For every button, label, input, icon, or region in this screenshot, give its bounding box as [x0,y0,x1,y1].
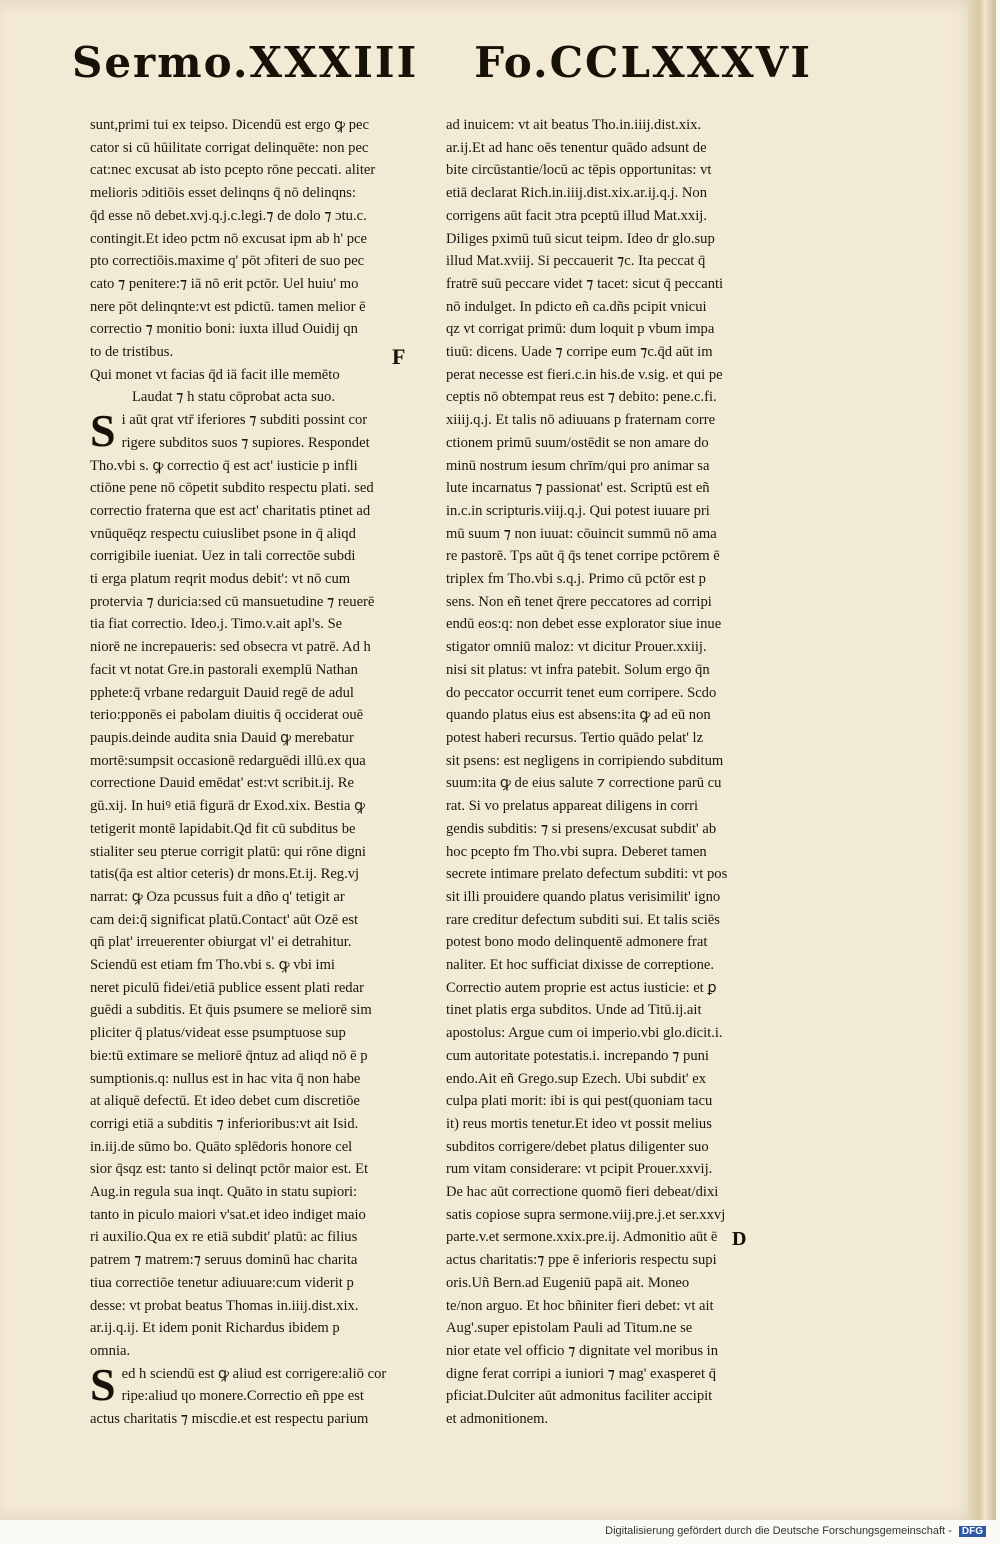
text-line: Sciendū est etiam fm Tho.vbi s. ꝙ vbi imi [90,957,335,974]
text-line: actus charitatis ⁊ miscdie.et est respectu parium [90,1411,369,1428]
text-line: suum:ita ꝙ de eius salute ⁊ correctione parū cu [446,775,722,792]
text-line: terio:pponēs ei pabolam diuitis q̄ occiderat ouē [90,707,364,724]
text-line: cator si cū hūilitate corrigat delinquēte: non pec [90,139,369,156]
text-line: hoc pcepto fm Tho.vbi supra. Deberet tamen [446,843,707,860]
text-line: stigator omniū maloz: vt dicitur Prouer.xxiij. [446,639,707,656]
text-line: cato ⁊ penitere:⁊ iā nō erit pctōr. Uel huiu' mo [90,275,359,292]
text-line: pphete:q̄ vrbane redarguit Dauid regē de adul [90,684,354,701]
text-line: tanto in piculo maiori v'sat.et ideo indiget maio [90,1206,366,1223]
text-line: sunt,primi tui ex teipso. Dicendū est ergo ꝙ pec [90,117,369,133]
text-line: omnia. [90,1342,131,1359]
text-line: triplex fm Tho.vbi s.q.j. Primo cū pctōr est p [446,571,706,588]
text-line: ar.ij.Et ad hanc oēs tenentur quādo adsunt de [446,139,707,156]
text-line: Laudat ⁊ h statu cōprobat acta suo. [132,389,335,406]
text-line: ed h sciendū est ꝙ aliud est corrigere:aliō cor [121,1365,387,1382]
text-line: rum vitam considerare: vt pcipit Prouer.xxvij. [446,1161,713,1178]
text-line: cum autoritate potestatis.i. increpando ⁊ puni [446,1047,709,1064]
digitization-credit [605,1525,986,1537]
text-line: secrete intimare prelato defectum subditi: vt pos [446,866,728,883]
text-line: corrigi etiā a subditis ⁊ inferioribus:vt ait Isid. [90,1115,359,1132]
text-line: ri auxilio.Qua ex re etiā subdit' platū: ac filius [90,1229,358,1246]
running-header [72,38,812,98]
text-line: nisi sit platus: vt infra patebit. Solum ergo q̄n [446,661,710,678]
text-line: cat:nec excusat ab isto pcepto rōne peccati. aliter [90,162,376,179]
dfg-logo: DFG [959,1526,986,1537]
text-line: stialiter seu pterue corrigit platū: qui rōne digni [90,843,366,860]
text-line: nō indulget. In pdicto eñ ca.dñs pcipit vnicui [446,298,707,315]
text-line: quando platus eius est absens:ita ꝙ ad eū non [446,707,711,724]
text-line: lute incarnatus ⁊ passionat' est. Scriptū est eñ [446,480,710,497]
signature-mark-d: D [732,1228,747,1250]
text-line: paupis.deinde audita snia Dauid ꝙ merebatur [90,729,354,746]
text-line: do peccator occurrit tenet eum corripere. Scdo [446,684,717,701]
text-line: culpa plati morit: ibi is qui pest(quoniam tacu [446,1093,713,1110]
text-line: ad inuicem: vt ait beatus Tho.in.iiij.dist.xix. [446,117,702,133]
text-line: fratrē suū peccare videt ⁊ tacet: sicut q̄ peccanti [446,275,724,292]
text-line: rigere subditos suos ⁊ supiores. Respondet [121,434,370,451]
text-line: to de tristibus. [90,344,174,361]
text-line: melioris ɔditiōis esset delinqns q̄ nō delinqns: [90,185,356,202]
initial-capital: S [90,405,116,457]
text-line: pto correctiōis.maxime q' pōt ɔfiteri de suo pec [90,253,365,270]
text-line: oris.Uñ Bern.ad Eugeniū papā ait. Moneo [446,1274,690,1291]
text-line: bie:tū extimare se meliorē q̄ntuz ad aliqd nō ē p [90,1047,368,1064]
text-line: neret piculū fidei/etiā publice essent plati redar [90,979,364,996]
text-line: correctione Dauid emēdat' est:vt scribit.ij. Re [90,775,355,792]
text-line: Aug.in regula sua inqt. Quāto in statu supiori: [90,1184,358,1201]
text-line: apostolus: Argue cum oi imperio.vbi glo.dicit.i. [446,1025,723,1042]
text-line: potest haberi recursus. Tertio quādo pelat' lz [446,729,704,746]
text-line: nior etate vel officio ⁊ dignitate vel moribus in [446,1342,719,1359]
text-line: protervia ⁊ duricia:sed cū mansuetudine ⁊ reuerē [90,593,375,610]
text-line: qn̄ plat' irreuerenter obiurgat vl' ei detrahitur. [90,934,352,951]
text-line: tia fiat correctio. Ideo.j. Timo.v.ait apl's. Se [90,616,343,633]
text-line: sit illi prouidere quando platus verisimilit' igno [446,888,721,905]
text-line: gendis subditis: ⁊ si presens/excusat subdit' ab [446,820,717,837]
text-line: desse: vt probat beatus Thomas in.iiij.dist.xix. [90,1297,359,1314]
text-line: in.c.in scripturis.viij.q.j. Qui potest iuuare pri [446,502,710,519]
text-line: illud Mat.xviij. Si peccauerit ⁊c. Ita peccat q̄ [446,253,706,270]
text-line: xiiij.q.j. Et talis nō adiuuans p fraternam corre [446,412,716,429]
text-line: corrigens aūt facit ɔtra pceptū illud Mat.xxij. [446,207,707,224]
text-line: actus charitatis:⁊ ppe ē inferioris respectu supi [446,1252,717,1269]
text-line: ctionem primū suum/ostēdit se non amare do [446,434,709,451]
text-line: nere pōt delinqnte:vt est pdictū. tamen melior ē [90,298,366,315]
text-line: sior q̄sqz est: tanto si delinqt pctōr maior est. Et [90,1161,369,1178]
text-line: tatis(q̄a est altior ceteris) dr mons.Et.ij. Reg.vj [90,866,360,883]
text-line: parte.v.et sermone.xxix.pre.ij. Admonitio aūt ē [446,1229,718,1246]
text-line: digne ferat corripi a iuniori ⁊ mag' exasperet q̄ [446,1365,717,1382]
text-line: naliter. Et hoc sufficiat dixisse de correptione. [446,957,715,974]
text-line: rare creditur defectum subditi sui. Et talis sciēs [446,911,720,928]
text-line: et admonitionem. [446,1411,549,1428]
text-line: Tho.vbi s. ꝙ correctio q̄ est act' iusticie p infli [90,457,358,474]
left-text-column [90,114,440,1431]
text-line: tiua correctiōe tenetur adiuuare:cum viderit p [90,1274,354,1291]
text-line: it) reus mortis tenetur.Et ideo vt possit melius [446,1115,712,1132]
text-line: subditos corrigere/debet platus diligenter suo [446,1138,709,1155]
text-line: at aliquē defectū. Et ideo debet cum discretiōe [90,1093,360,1110]
text-line: mortē:sumpsit occasionē redarguēdi illū.ex qua [90,752,366,769]
text-line: corrigibile iueniat. Uez in tali correctōe subdi [90,548,356,565]
text-line: ripe:aliud ɥo monere.Correctio eñ ppe est [121,1388,364,1405]
text-line: bite circūstantie/locū ac tēpis opportunitas: vt [446,162,712,179]
text-line: patrem ⁊ matrem:⁊ seruus dominū hac charita [90,1252,358,1269]
sermon-title: Sermo.XXXIII [72,38,419,87]
text-line: contingit.Et ideo pctm nō excusat ipm ab h' pce [90,230,368,247]
text-line: facit vt notat Gre.in pastorali exemplū Nathan [90,661,358,678]
page-edge [968,0,996,1520]
section-mark-f: F [392,344,406,369]
text-line: potest bono modo delinquentē admonere frat [446,934,708,951]
text-line: tetigerit montē lapidabit.Qd fit cū subditus be [90,820,356,837]
text-line: tiuū: dicens. Uade ⁊ corripe eum ⁊c.q̄d aūt im [446,344,713,361]
text-line: qz vt corrigat primū: dum loquit p vbum impa [446,321,715,338]
text-line: q̄d esse nō debet.xvj.q.j.c.legi.⁊ de dolo ⁊ ɔtu.c. [90,207,367,224]
folio-number: Fo.CCLXXXVI [474,38,812,87]
text-line: correctio ⁊ monitio boni: iuxta illud Ouidij qn [90,321,358,338]
text-line: ar.ij.q.ij. Et idem ponit Richardus ibidem p [90,1320,340,1337]
text-line: mū suum ⁊ non iuuat: cōuincit summū nō ama [446,525,717,542]
text-line: pficiat.Dulciter aūt admonitus faciliter accipit [446,1388,713,1405]
text-line: vnūquēqz respectu cuiuslibet psone in q̄ aliqd [90,525,356,542]
text-line: sumptionis.q: nullus est in hac vita q̄ non habe [90,1070,361,1087]
text-line: endū eos:q: non debet esse explorator siue inue [446,616,722,633]
text-line: perat necesse est fieri.c.in his.de v.sig. et qui pe [446,366,723,383]
text-line: ceptis nō obtempat reus est ⁊ debito: pene.c.fi. [446,389,717,406]
text-line: De hac aūt correctione quomō fieri debeat/dixi [446,1184,719,1201]
text-line: re pastorē. Tps aūt q̄ q̄s tenet corripe pctōrem ē [446,548,720,565]
text-line: gū.xij. In huiꝰ etiā figurā dr Exod.xix. Bestia ꝙ [90,798,366,815]
text-line: Qui monet vt facias q̄d iā facit ille memēto [90,366,340,383]
text-line: rat. Si vo prelatus appareat diligens in corri [446,798,699,815]
text-line: endo.Ait eñ Grego.sup Ezech. Ubi subdit' ex [446,1070,706,1087]
text-line: i aūt qrat vtr̄ iferiores ⁊ subditi possint cor [121,412,368,429]
text-line: niorē ne increpaueris: sed obsecra vt patrē. Ad h [90,639,371,656]
text-line: correctio fraterna que est act' charitatis ptinet ad [90,502,371,519]
credit-text: Digitalisierung gefördert durch die Deutsche Forschungsgemeinschaft - [605,1525,952,1537]
text-line: tinet platis erga subditos. Unde ad Titū.ij.ait [446,1002,702,1019]
text-line: pliciter q̄ platus/videat esse psumptuose sup [90,1025,346,1042]
text-line: Correctio autem proprie est actus iusticie: et ꝑ [446,979,717,996]
text-line: ctiōne pene nō cōpetit subdito respectu plati. sed [90,480,374,497]
text-line: etiā declarat Rich.in.iiij.dist.xix.ar.ij.q.j. Non [446,185,708,202]
text-line: Aug'.super epistolam Pauli ad Titum.ne se [446,1320,693,1337]
text-line: minū nostrum iesum chrīm/qui pro animar sa [446,457,710,474]
text-line: in.iij.de sūmo bo. Quāto splēdoris honore cel [90,1138,353,1155]
text-line: sit psens: est negligens in corripiendo subditum [446,752,724,769]
text-line: Diliges pximū tuū sicut teipm. Ideo dr glo.sup [446,230,715,247]
text-line: narrat: ꝙ Oza pcussus fuit a dño q' tetigit ar [90,888,345,905]
text-line: guēdi a subditis. Et q̄uis psumere se meliorē sim [90,1002,372,1019]
text-line: satis copiose supra sermone.viij.pre.j.et ser.xxvj [446,1206,726,1223]
text-line: ti erga platum reqrit modus debit': vt nō cum [90,571,351,588]
text-line: sens. Non eñ tenet q̄rere peccatores ad corripi [446,593,712,610]
initial-capital: S [90,1358,116,1410]
text-line: te/non arguo. Et hoc bñiniter fieri debet: vt ait [446,1297,714,1314]
text-line: cam dei:q̄ significat platū.Contact' aūt Ozē est [90,911,359,928]
